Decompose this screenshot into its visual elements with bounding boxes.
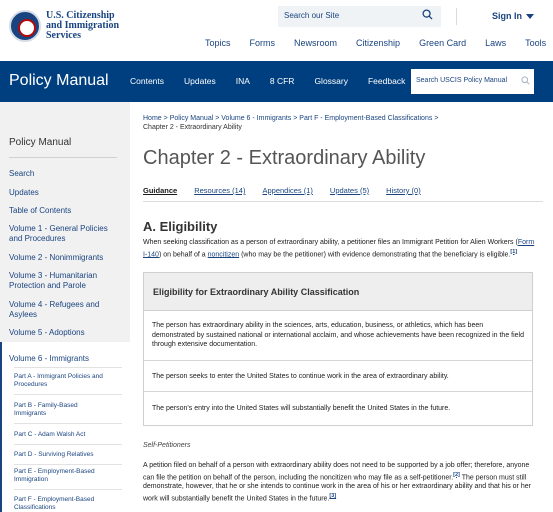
- pm-nav-8cfr[interactable]: 8 CFR: [269, 76, 295, 86]
- top-nav-topics[interactable]: Topics: [205, 38, 231, 48]
- policy-manual-search-input[interactable]: [411, 69, 534, 94]
- top-nav-green-card[interactable]: Green Card: [419, 38, 467, 48]
- agency-name[interactable]: U.S. Citizenship and Immigration Services: [46, 10, 120, 41]
- sidebar-subdivider: [14, 423, 122, 424]
- breadcrumb-separator: >: [434, 115, 439, 122]
- intro-paragraph: When seeking classification as a person of extraordinary ability, a petitioner files an Immigrant Petition for Alien Workers (Form I-140) on behalf of a noncitizen (who may be the petitioner) with evidence demonstrating that the beneficiary is eligible.[1]: [143, 239, 535, 258]
- policy-manual-nav: [130, 76, 425, 86]
- uscis-seal-logo[interactable]: [9, 10, 41, 42]
- sidebar-heading: Policy Manual: [9, 137, 72, 148]
- noncitizen-link[interactable]: noncitizen: [207, 250, 240, 258]
- search-icon[interactable]: [521, 76, 530, 85]
- sidebar: [0, 102, 130, 512]
- table-header: Eligibility for Extraordinary Ability Classification: [144, 273, 532, 311]
- site-search-input[interactable]: [278, 6, 441, 27]
- form-i140-link[interactable]: Form I-140: [143, 239, 535, 258]
- sign-in-menu[interactable]: Sign In: [456, 8, 534, 25]
- breadcrumb-separator: >: [215, 115, 220, 122]
- sidebar-item-volume-5[interactable]: Volume 5 - Adoptions: [9, 328, 85, 337]
- sidebar-item-volume-4[interactable]: Volume 4 - Refugees and Asylees: [9, 300, 100, 319]
- site-search-placeholder: Search our Site: [284, 11, 340, 20]
- sidebar-divider: [9, 157, 117, 158]
- tabs-divider: [143, 201, 543, 202]
- tab-appendices[interactable]: Appendices (1): [262, 186, 313, 195]
- breadcrumb-home[interactable]: Home: [143, 115, 162, 122]
- breadcrumb-separator: >: [163, 115, 168, 122]
- breadcrumb: [143, 114, 443, 132]
- sidebar-subitem-part-b[interactable]: Part B - Family-Based Immigrants: [14, 402, 78, 417]
- sidebar-subdivider: [14, 464, 122, 465]
- pm-search-placeholder: Search USCIS Policy Manual: [416, 77, 508, 84]
- sidebar-item-volume-6[interactable]: Volume 6 - Immigrants: [9, 354, 90, 363]
- tab-history[interactable]: History (0): [386, 186, 421, 195]
- top-nav-citizenship[interactable]: Citizenship: [356, 38, 401, 48]
- table-row: The person's entry into the United States will substantially benefit the United States in the future.: [152, 405, 451, 412]
- policy-manual-title[interactable]: Policy Manual: [9, 72, 109, 89]
- pm-nav-contents[interactable]: Contents: [130, 76, 165, 86]
- footnote-2-link[interactable]: [2]: [453, 471, 460, 478]
- sidebar-subitem-part-c[interactable]: Part C - Adam Walsh Act: [14, 431, 86, 438]
- sidebar-subitem-part-a[interactable]: Part A - Immigrant Policies and Procedures: [14, 373, 103, 388]
- tab-resources[interactable]: Resources (14): [194, 186, 246, 195]
- sidebar-subitem-part-d[interactable]: Part D - Surviving Relatives: [14, 451, 94, 458]
- tab-guidance[interactable]: Guidance: [143, 186, 178, 195]
- pm-nav-updates[interactable]: Updates: [184, 76, 216, 86]
- breadcrumb-volume-6[interactable]: Volume 6 - Immigrants: [221, 115, 292, 122]
- search-icon[interactable]: [422, 9, 433, 20]
- footnote-3-link[interactable]: [3]: [329, 492, 337, 499]
- sidebar-active-indicator: [0, 342, 2, 512]
- sidebar-item-table-of-contents[interactable]: Table of Contents: [9, 206, 72, 215]
- sidebar-subdivider: [14, 394, 122, 395]
- top-nav-tools[interactable]: Tools: [525, 38, 547, 48]
- top-nav: [205, 38, 546, 48]
- breadcrumb-separator: >: [293, 115, 298, 122]
- table-row: The person has extraordinary ability in the sciences, arts, education, business, or athletics, which has been demonstrated by sustained national or international acclaim, and whose achievements have been recognized in the field through extensive documentation.: [144, 311, 532, 361]
- site-header: [0, 0, 553, 61]
- sidebar-item-search[interactable]: Search: [9, 169, 35, 178]
- sidebar-item-volume-3[interactable]: Volume 3 - Humanitarian Protection and Parole: [9, 271, 98, 290]
- self-petitioners-paragraph: A petition filed on behalf of a person with extraordinary ability does not need to be supported by a job offer; therefore, anyone can file the petition on behalf of the person, including the noncitizen who may file as a self-petitioner.[2] The person must still demonstrate, however, that he or she intends to continue work in the area of his or her extraordinary ability and that his or her work will substantially benefit the United States in the future.[3]: [143, 462, 531, 503]
- sidebar-subdivider: [14, 444, 122, 445]
- main-content: [143, 102, 543, 512]
- sidebar-subitem-part-e[interactable]: Part E - Employment-Based Immigration: [14, 468, 95, 483]
- breadcrumb-current: Chapter 2 - Extraordinary Ability: [143, 124, 242, 131]
- page-title: Chapter 2 - Extraordinary Ability: [143, 147, 426, 169]
- pm-nav-feedback[interactable]: Feedback: [367, 76, 406, 86]
- sidebar-item-volume-2[interactable]: Volume 2 - Nonimmigrants: [9, 253, 104, 262]
- pm-nav-ina[interactable]: INA: [235, 76, 250, 86]
- sidebar-item-volume-1[interactable]: Volume 1 - General Policies and Procedures: [9, 224, 108, 243]
- sidebar-subdivider: [14, 367, 122, 368]
- sidebar-subdivider: [14, 489, 122, 490]
- content-tabs: [143, 186, 438, 195]
- top-nav-newsroom[interactable]: Newsroom: [294, 38, 338, 48]
- caret-down-icon: [526, 14, 534, 19]
- top-nav-laws[interactable]: Laws: [485, 38, 507, 48]
- pm-nav-glossary[interactable]: Glossary: [314, 76, 348, 86]
- table-row: The person seeks to enter the United States to continue work in the area of extraordinary ability.: [144, 361, 532, 392]
- sidebar-item-updates[interactable]: Updates: [9, 188, 39, 197]
- policy-manual-bar: [0, 61, 553, 102]
- self-petitioners-heading: Self-Petitioners: [143, 442, 191, 449]
- tab-updates[interactable]: Updates (5): [329, 186, 370, 195]
- breadcrumb-part-f[interactable]: Part F - Employment-Based Classifications: [299, 115, 433, 122]
- section-title: A. Eligibility: [143, 219, 218, 234]
- top-nav-forms[interactable]: Forms: [249, 38, 276, 48]
- sidebar-subitem-part-f[interactable]: Part F - Employment-Based Classifications: [14, 496, 95, 511]
- eligibility-table: [143, 272, 533, 426]
- footnote-1-link[interactable]: [1]: [510, 248, 518, 255]
- breadcrumb-policy-manual[interactable]: Policy Manual: [169, 115, 214, 122]
